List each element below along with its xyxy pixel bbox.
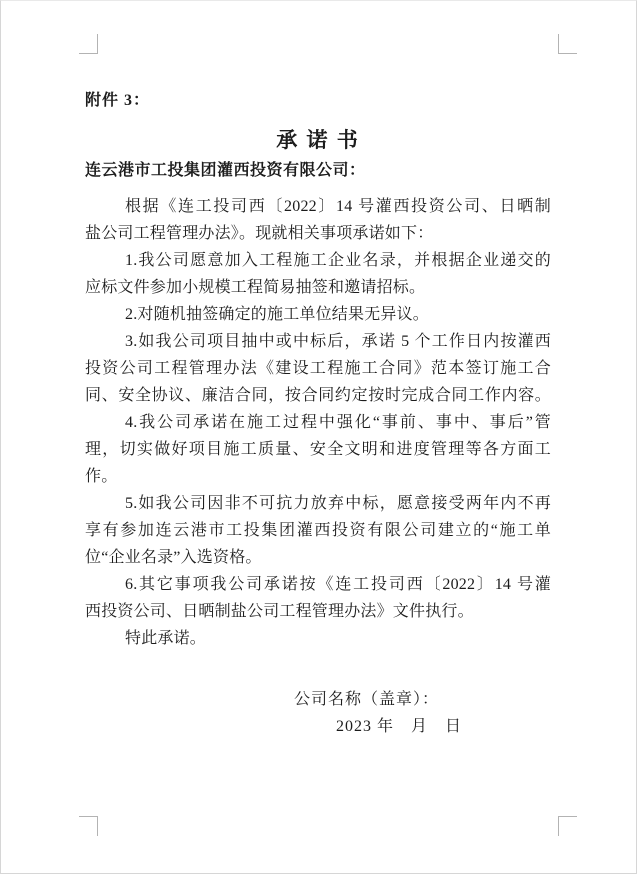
document-title: 承 诺 书: [276, 128, 360, 152]
body-paragraphs: [85, 193, 551, 652]
paragraph-line: 理，切实做好项目施工质量、安全文明和进度管理等各方面工: [85, 440, 551, 458]
paragraph-line: 6.其它事项我公司承诺按《连工投司西〔2022〕14 号灌: [125, 575, 551, 593]
paragraph-line: 3.如我公司项目抽中或中标后，承诺 5 个工作日内按灌西: [125, 332, 551, 350]
crop-mark-top-right: [558, 34, 577, 54]
paragraph-line: 盐公司工程管理办法》。现就相关事项承诺如下：: [85, 224, 434, 242]
paragraph-line: 西投资公司、日晒制盐公司工程管理办法》文件执行。: [85, 602, 474, 620]
paragraph-line: 1.我公司愿意加入工程施工企业名录，并根据企业递交的: [125, 251, 551, 269]
attachment-label: 附件 3：: [85, 92, 151, 109]
paragraph-line: 作。: [85, 467, 118, 485]
crop-mark-bottom-right: [558, 816, 577, 836]
paragraph-line: 享有参加连云港市工投集团灌西投资有限公司建立的“施工单: [85, 521, 551, 539]
paragraph-line: 2.对随机抽签确定的施工单位结果无异议。: [125, 305, 430, 323]
signature-label: 公司名称（盖章）：: [294, 690, 440, 708]
salutation: 连云港市工投集团灌西投资有限公司：: [85, 162, 366, 179]
paragraph-line: 5.如我公司因非不可抗力放弃中标，愿意接受两年内不再: [125, 494, 551, 512]
paragraph-line: 4.我公司承诺在施工过程中强化“事前、事中、事后”管: [125, 413, 551, 431]
paragraph-line: 同、安全协议、廉洁合同，按合同约定按时完成合同工作内容。: [85, 386, 551, 404]
document-body: [85, 89, 551, 740]
paragraph-line: 投资公司工程管理办法《建设工程施工合同》范本签订施工合: [85, 359, 551, 377]
crop-mark-bottom-left: [79, 816, 98, 836]
paragraph-line: 特此承诺。: [125, 629, 207, 647]
paragraph-line: 应标文件参加小规模工程简易抽签和邀请招标。: [85, 278, 426, 296]
date-line: 2023 年 月 日: [336, 717, 463, 735]
crop-mark-top-left: [79, 34, 98, 54]
paragraph-line: 位“企业名录”入选资格。: [85, 548, 262, 566]
paragraph-line: 根据《连工投司西〔2022〕14 号灌西投资公司、日晒制: [125, 197, 551, 215]
